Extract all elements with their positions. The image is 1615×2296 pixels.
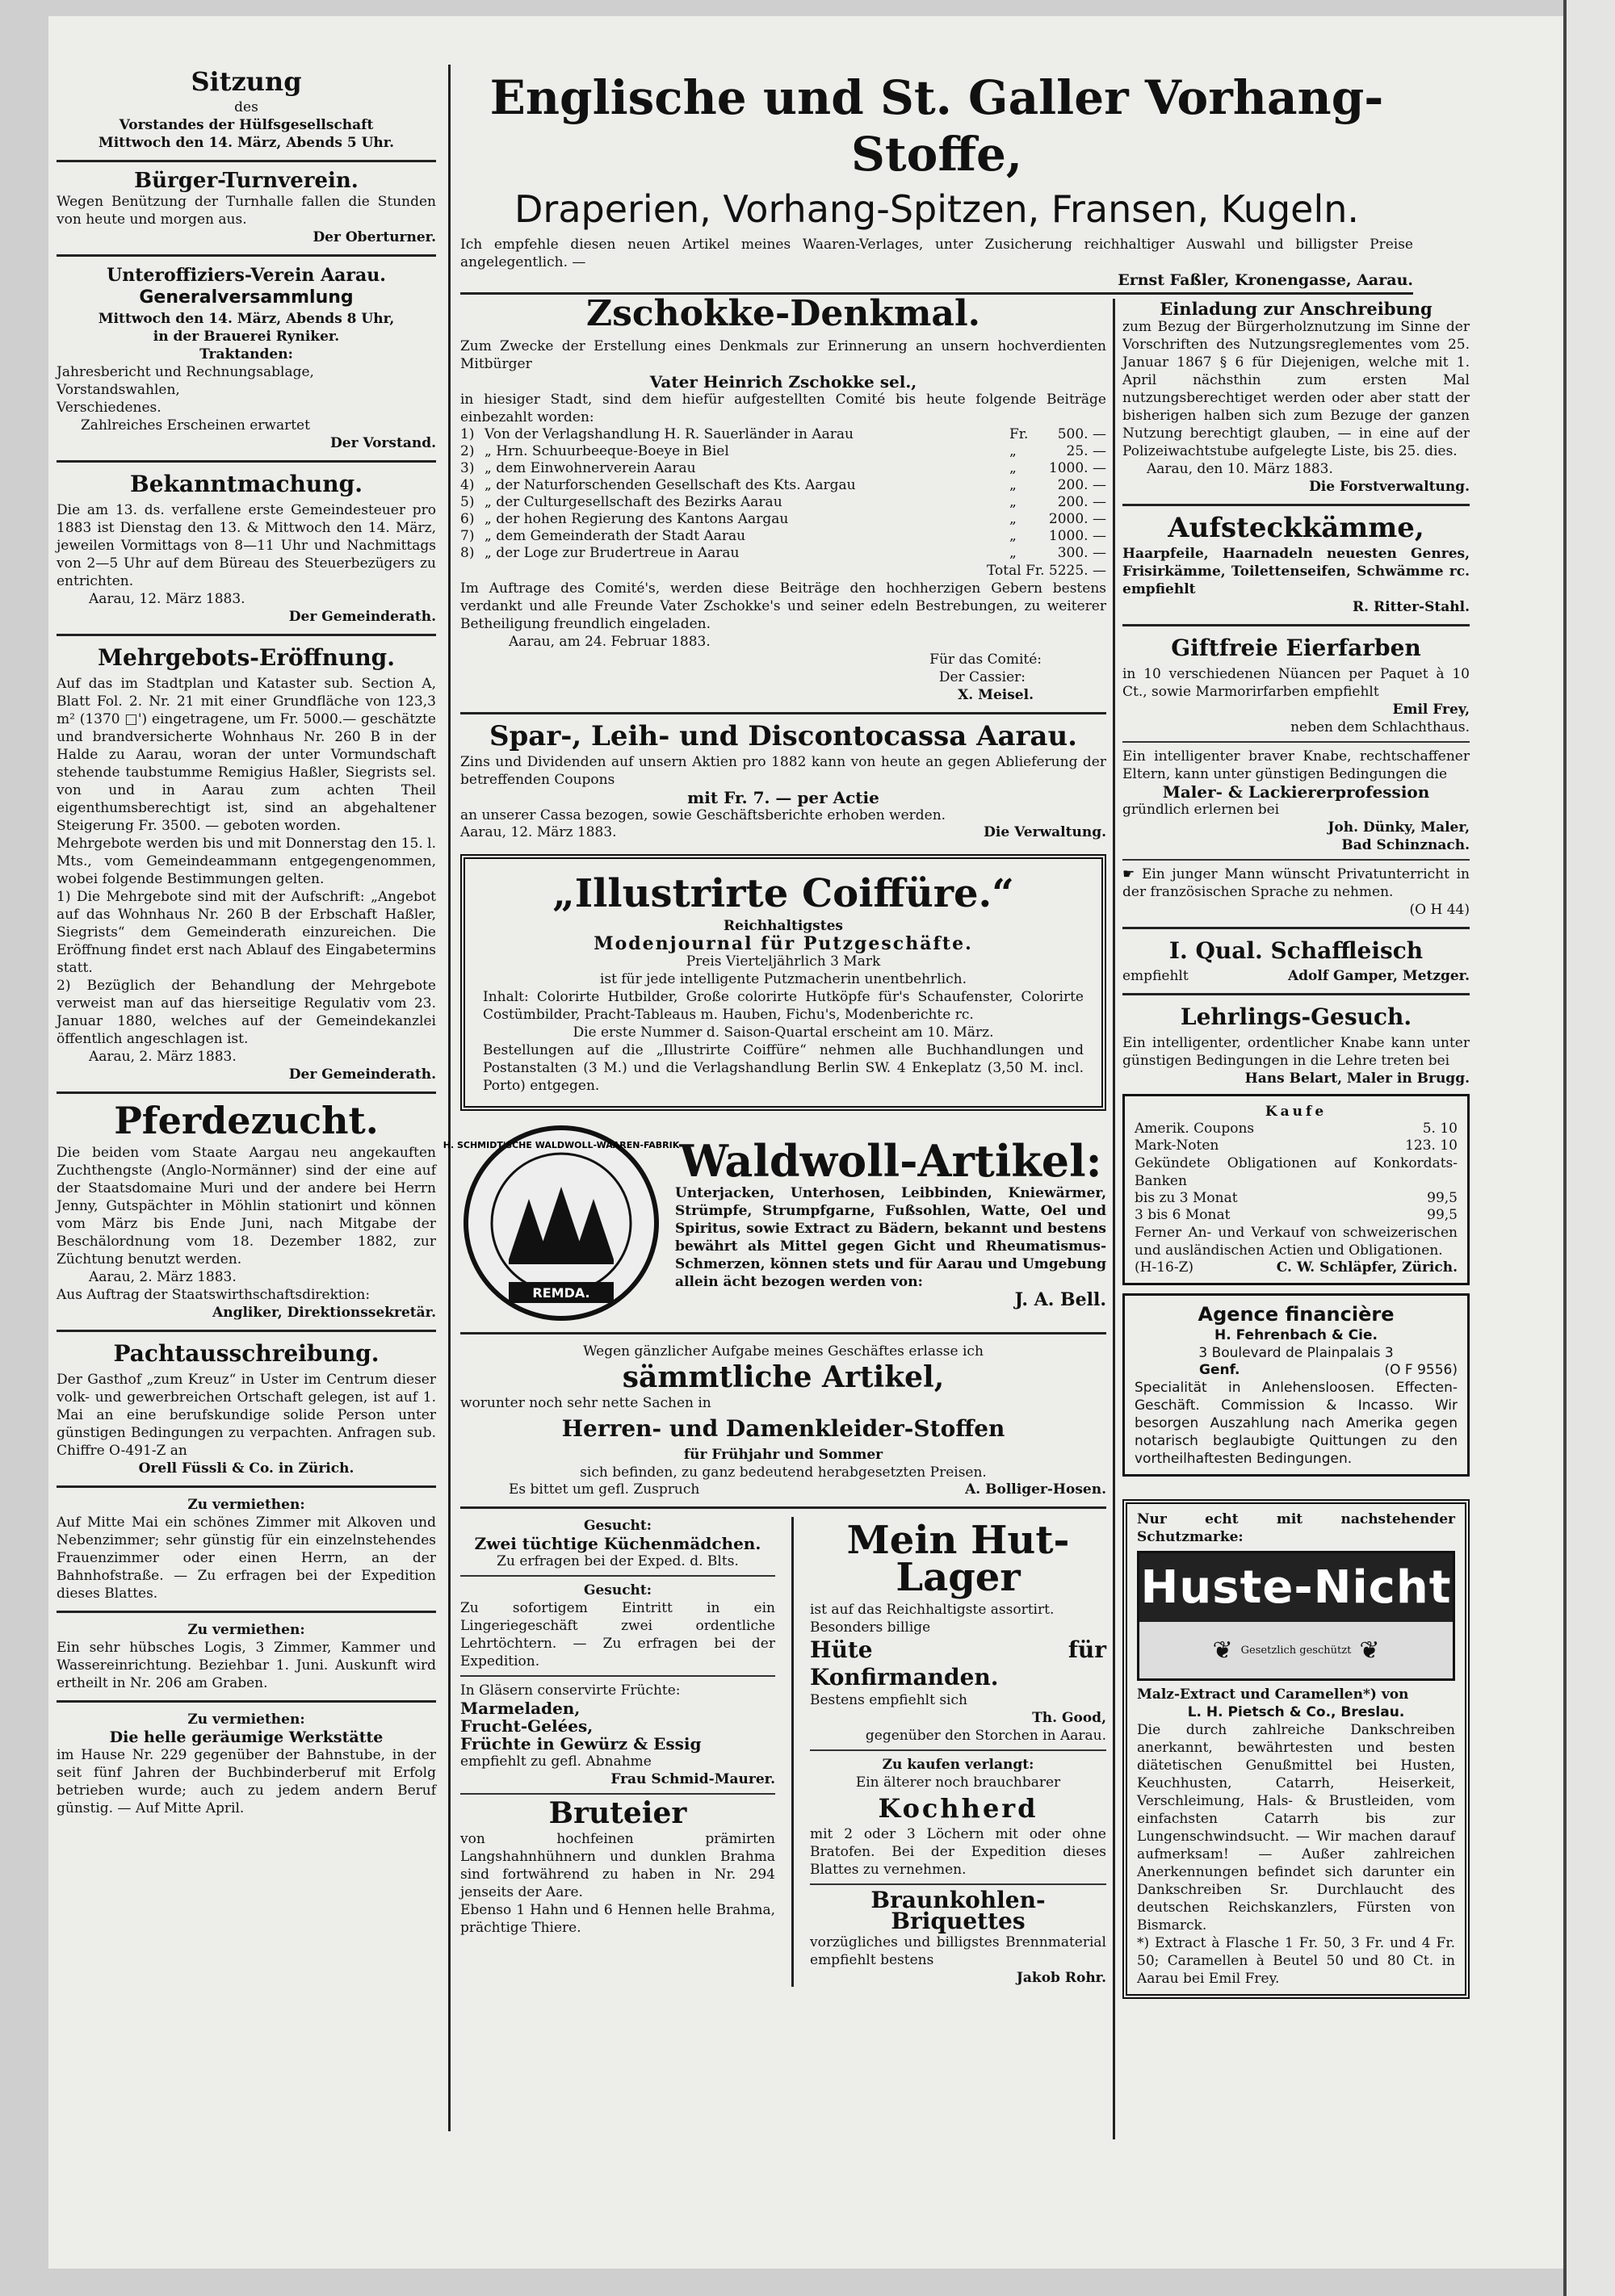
kaufe-sign: C. W. Schläpfer, Zürich. [1276, 1259, 1458, 1276]
ad-unteroffiziers [57, 265, 436, 452]
braunkohlen-sign: Jakob Rohr. [1016, 1970, 1106, 1986]
mehrgebot-p1: Auf das im Stadtplan und Kataster sub. Section A, Blatt Fol. 2. Nr. 21 mit einer Grundfläche von 123,3 m² (1370 □') eingetragene, um Fr. 5000.— geschätzte und brandversicherte Wohnhaus Nr. 260 B in der Halde zu Aarau, woran der unter Vormundschaft stehende taubstumme Remigius Haßler, Siegrists sel. von und in Aarau zum achten Theil eigenthumsberechtigt ist, sind an abgehaltener Steigerung Fr. 3500. — geboten worden. [57, 676, 436, 834]
center-bottom-rule [791, 1517, 794, 1987]
ad-lehrling [1122, 1003, 1470, 1087]
mehrgebot-p3: 1) Die Mehrgebote sind mit der Aufschrift: „Angebot auf das Wohnhaus Nr. 260 B der Erbschaft Haßler, Siegrists“ dem Gemeinderath einzureichen. Die Eröffnung findet erst nach Ablauf des Eingabetermins statt. [57, 889, 436, 976]
agence-name: H. Fehrenbach & Cie. [1214, 1327, 1378, 1343]
vermiethen-2-text: Ein sehr hübsches Logis, 3 Zimmer, Kammer und Wassereinrichtung. Beziehbar 1. Juni. Auskunft wird ertheilt in Nr. 206 am Graben. [57, 1640, 436, 1691]
mehrgebot-p2: Mehrgebote werden bis und mit Donnerstag den 15. l. Mts., vom Gemeindeammann entgegengenommen, wobei folgende Bestimmungen gelten. [57, 836, 436, 887]
holz-text: zum Bezug der Bürgerholznutzung im Sinne der Vorschriften des Nutzungsreglementes vom 25. Januar 1867 § 6 für Diejenigen, welche mit 1. April nächsthin zum ersten Mal nutzungsberechtiget werden oder aber statt der bisherigen halben sich zum Bezuge der ganzen Nutzung berechtigt glauben, — in eine auf der Polizeiwachtstube aufgelegte Liste, bis 25. dies. [1122, 319, 1470, 459]
sitzung-title: Sitzung [191, 66, 302, 97]
gelees-l2: Marmeladen, [460, 1699, 581, 1718]
bekanntmachung-title: Bekanntmachung. [130, 471, 363, 497]
maler-text2: gründlich erlernen bei [1122, 802, 1280, 818]
schaf-title: I. Qual. Schaffleisch [1168, 937, 1424, 964]
kochherd-text: mit 2 oder 3 Löchern mit oder ohne Bratofen. Bei der Expedition dieses Blattes zu vernehmen. [810, 1826, 1106, 1878]
gesucht-1-title: Gesucht: [583, 1518, 652, 1534]
traktandum-4: Zahlreiches Erscheinen erwartet [81, 417, 310, 434]
agence-text: Specialität in Anlehensloosen. Effecten-Geschäft. Commission & Incasso. Wir besorgen Auszahlung nach Amerika gegen notarisch beglaubigte Quittungen zu den vortheilhaftesten Bedingungen. [1135, 1380, 1458, 1467]
center-bottom [460, 1517, 1106, 1987]
bolliger-l4: sich befinden, zu ganz bedeutend herabgesetzten Preisen. [580, 1464, 987, 1481]
eier-addr: neben dem Schlachthaus. [1290, 719, 1470, 735]
sitzung-l2: Vorstandes der Hülfsgesellschaft [119, 117, 374, 133]
bolliger-l5: Es bittet um gefl. Zuspruch [509, 1481, 700, 1498]
schaf-sign: Adolf Gamper, Metzger. [1287, 968, 1470, 984]
spar-sign: Die Verwaltung. [984, 824, 1106, 840]
traktandum-2: Vorstandswahlen, [57, 382, 180, 398]
gelees-sign: Frau Schmid-Maurer. [610, 1771, 775, 1787]
lehrling-sign: Hans Belart, Maler in Brugg. [1244, 1070, 1470, 1087]
traktanden: Traktanden: [199, 346, 293, 362]
coiffure-first: Die erste Nummer d. Saison-Quartal erscheint am 10. März. [573, 1024, 994, 1041]
ad-bolliger [460, 1343, 1106, 1498]
kochherd-title: Zu kaufen verlangt: [882, 1757, 1034, 1773]
waldwoll-seal [443, 1122, 680, 1324]
center-bottom-right [810, 1517, 1106, 1987]
mehrgebot-date: Aarau, 2. März 1883. [89, 1049, 237, 1065]
huste-top: Nur echt mit nachstehender Schutzmarke: [1137, 1511, 1455, 1545]
column-rule-left [448, 65, 451, 2131]
gelees-l3: Frucht-Gelées, [460, 1716, 594, 1736]
pacht-sign: Orell Füssli & Co. in Zürich. [138, 1460, 354, 1477]
spar-date: Aarau, 12. März 1883. [460, 824, 617, 840]
bekanntmachung-date: Aarau, 12. März 1883. [89, 591, 245, 607]
pacht-title: Pachtausschreibung. [113, 1340, 380, 1367]
gelees-l4: Früchte in Gewürz & Essig [460, 1734, 702, 1753]
column-right [1122, 300, 1470, 1999]
pferdezucht-sign: Angliker, Direktionssekretär. [212, 1305, 436, 1321]
huste-foot: *) Extract à Flasche 1 Fr. 50, 3 Fr. und 4 Fr. 50; Caramellen à Beutel 50 und 80 Ct. in Aarau bei Emil Frey. [1137, 1935, 1455, 1987]
kaemme-text: Haarpfeile, Haarnadeln neuesten Genres, Frisirkämme, Toilettenseifen, Schwämme rc. empfiehlt [1122, 546, 1470, 597]
column-left [57, 65, 436, 1817]
table-row: 1) Von der Verlagshandlung H. R. Sauerländer in Aarau Fr. 500. — [460, 426, 1106, 442]
kaemme-sign: R. Ritter-Stahl. [1353, 599, 1470, 615]
bruteier-text: von hochfeinen prämirten Langshahnhühnern und dunklen Brahma sind fortwährend zu haben in Nr. 294 jenseits der Aare. [460, 1831, 775, 1900]
generalversammlung: Generalversammlung [139, 287, 354, 308]
mehrgebot-sign: Der Gemeinderath. [288, 1066, 436, 1083]
gesucht-2-text: Zu sofortigem Eintritt in ein Lingeriegeschäft zwei ordentliche Lehrtöchtern. — Zu erfragen bei der Expedition. [460, 1600, 775, 1670]
holz-sign: Die Forstverwaltung. [1309, 479, 1470, 495]
ad-bekanntmachung [57, 471, 436, 626]
waldwoll-sign: J. A. Bell. [1014, 1289, 1106, 1310]
waldwoll-title: Waldwoll-Artikel: [679, 1135, 1102, 1187]
mehrgebot-p4: 2) Bezüglich der Behandlung der Mehrgebote verweist man auf das hierseitige Regulativ vom 23. Januar 1880, welches auf der Gemeindekanzlei öffentlich angeschlagen ist. [57, 978, 436, 1047]
zschokke-sign: X. Meisel. [958, 687, 1034, 703]
ad-vermiethen-3 [57, 1711, 436, 1817]
spar-title: Spar-, Leih- und Discontocassa Aarau. [489, 720, 1078, 752]
traktandum-3: Verschiedenes. [57, 400, 162, 416]
huste-text: Malz-Extract und Caramellen*) von [1137, 1686, 1409, 1703]
agence-chiffre: (O F 9556) [1384, 1362, 1458, 1378]
coiffure-order: Bestellungen auf die „Illustrirte Coiffüre“ nehmen alle Buchhandlungen und Postanstalten (3 M.) und die Verlagshandlung Berlin SW. 4 Enkeplatz (3,50 M. incl. Porto) entgegen. [483, 1042, 1084, 1094]
unteroffiziers-place: in der Brauerei Ryniker. [153, 329, 340, 345]
ad-zschokke [460, 295, 1106, 704]
maler-addr: Bad Schinznach. [1341, 837, 1470, 853]
agence-city: Genf. [1199, 1362, 1240, 1378]
page-edge [1563, 0, 1615, 2296]
ad-turnverein [57, 170, 436, 246]
huste-firm: L. H. Pietsch & Co., Breslau. [1187, 1704, 1405, 1720]
pferdezucht-date: Aarau, 2. März 1883. [89, 1269, 237, 1285]
bolliger-title2: Herren- und Damenkleider-Stoffen [561, 1415, 1005, 1442]
bolliger-l3: für Frühjahr und Sommer [683, 1447, 883, 1463]
ad-spar [460, 720, 1106, 841]
holz-title: Einladung zur Anschreibung [1160, 299, 1433, 319]
unteroffiziers-sign: Der Vorstand. [330, 435, 436, 451]
zschokke-title: Zschokke-Denkmal. [586, 293, 980, 334]
huste-brand: Huste-Nicht [1139, 1553, 1453, 1622]
braunkohlen-title: Braunkohlen-Briquettes [870, 1887, 1046, 1934]
kaufe-chiffre: (H-16-Z) [1135, 1259, 1194, 1276]
kaufe-title: Kaufe [1265, 1104, 1328, 1120]
ad-schaffleisch [1122, 937, 1470, 985]
spar-amount: mit Fr. 7. — per Actie [687, 788, 879, 807]
hutlager-title: Mein Hut-Lager [846, 1518, 1070, 1600]
ad-vermiethen-1 [57, 1496, 436, 1603]
werkstaette: Die helle geräumige Werkstätte [109, 1728, 384, 1746]
zschokke-text: Im Auftrage des Comité's, werden diese Beiträge den hochherzigen Gebern bestens verdankt und alle Freunde Vater Zschokke's und seiner edeln Bestrebungen, zu weiterer Betheiligung freundlich eingeladen. [460, 580, 1106, 632]
vorhang-subtitle: Draperien, Vorhang-Spitzen, Fransen, Kugeln. [514, 187, 1360, 231]
hutlager-l4: Bestens empfiehlt sich [810, 1692, 967, 1708]
vorhang-title: Englische und St. Galler Vorhang-Stoffe, [489, 70, 1384, 182]
column-center [443, 291, 1106, 1987]
vermiethen-1-text: Auf Mitte Mai ein schönes Zimmer mit Alkoven und Nebenzimmer; sehr günstig für ein einzelnstehendes Frauenzimmer oder einen Herrn, an der Bahnhofstraße. — Zu erfragen bei der Expedition dieses Blattes. [57, 1515, 436, 1602]
holz-date: Aarau, den 10. März 1883. [1147, 461, 1333, 477]
vorhang-sign: Ernst Faßler, Kronengasse, Aarau. [1118, 271, 1413, 289]
zschokke-date: Aarau, am 24. Februar 1883. [509, 634, 711, 650]
table-row: 7) „ dem Gemeinderath der Stadt Aarau „ 1000. — [460, 528, 1106, 544]
bekanntmachung-text: Die am 13. ds. verfallene erste Gemeindesteuer pro 1883 ist Dienstag den 13. & Mittwoch den 14. März, jeweilen Vormittags von 8—11 Uhr und Nachmittags von 2—5 Uhr auf dem Büreau des Steuerbezügers zu entrichten. [57, 502, 436, 589]
coiffure-price2: ist für jede intelligente Putzmacherin unentbehrlich. [599, 971, 967, 987]
agence-title: Agence financière [1198, 1303, 1395, 1326]
leaf-icon: ❦ [1212, 1636, 1233, 1665]
waldwoll-body [675, 1135, 1106, 1310]
vermiethen-3-text: im Hause Nr. 229 gegenüber der Bahnstube, in der seit fünf Jahren der Buchbinderberuf mit Erfolg betrieben wurde; auch zu jedem andern Beruf günstig. — Auf Mitte April. [57, 1747, 436, 1816]
vorhang-text: Ich empfehle diesen neuen Artikel meines Waaren-Verlages, unter Zusicherung reichhaltiger Auswahl und billigster Preise angelegentlich. — [460, 237, 1413, 270]
table-row: 4) „ der Naturforschenden Gesellschaft des Kts. Aargau „ 200. — [460, 477, 1106, 493]
bolliger-l1: Wegen gänzlicher Aufgabe meines Geschäftes erlasse ich [583, 1343, 984, 1360]
table-row: 6) „ der hohen Regierung des Kantons Aargau „ 2000. — [460, 511, 1106, 527]
kaufe-text2: Ferner An- und Verkauf von schweizerischen und ausländischen Actien und Obligationen. [1135, 1225, 1458, 1259]
unteroffiziers-date: Mittwoch den 14. März, Abends 8 Uhr, [98, 311, 395, 327]
kaufe-text: Gekündete Obligationen auf Konkordats-Banken [1135, 1155, 1458, 1189]
kaufe-row: 3 bis 6 Monat 99,5 [1135, 1207, 1458, 1223]
spar-text: Zins und Dividenden auf unsern Aktien pro 1882 kann von heute an gegen Ablieferung der betreffenden Coupons [460, 754, 1106, 788]
gesucht-1-head: Zwei tüchtige Küchenmädchen. [474, 1534, 761, 1553]
hutlager-sign: Th. Good, [1032, 1710, 1106, 1726]
ad-vermiethen-2 [57, 1621, 436, 1692]
schaf-text: empfiehlt [1122, 968, 1189, 984]
eier-title: Giftfreie Eierfarben [1171, 635, 1421, 661]
bruteier-text2: Ebenso 1 Hahn und 6 Hennen helle Brahma, prächtige Thiere. [460, 1902, 775, 1936]
eier-sign: Emil Frey, [1392, 702, 1470, 718]
ad-eierfarben [1122, 635, 1470, 736]
beitraege-table [460, 426, 1106, 562]
ad-waldwoll [443, 1122, 1106, 1324]
agence-addr: 3 Boulevard de Plainpalais 3 [1198, 1345, 1394, 1361]
kaemme-title: Aufsteckkämme, [1168, 512, 1424, 544]
gelees-l5: empfiehlt zu gefl. Abnahme [460, 1753, 652, 1770]
turnverein-title: Bürger-Turnverein. [134, 169, 359, 193]
lehrling-title: Lehrlings-Gesuch. [1180, 1003, 1412, 1030]
eier-text: in 10 verschiedenen Nüancen per Paquet à 10 Ct., sowie Marmorirfarben empfiehlt [1122, 666, 1470, 700]
ad-maler [1122, 748, 1470, 854]
pferdezucht-title: Pferdezucht. [114, 1099, 379, 1142]
ad-pferdezucht [57, 1099, 436, 1322]
spar-text2: an unserer Cassa bezogen, sowie Geschäftsberichte erhoben werden. [460, 807, 946, 823]
ad-coiffure [460, 854, 1106, 1111]
zschokke-intro2: in hiesiger Stadt, sind dem hiefür aufgestellten Comité bis heute folgende Beiträge einbezahlt worden: [460, 392, 1106, 425]
hutlager-l3: Hüte für Konfirmanden. [810, 1636, 1106, 1691]
sitzung-l1: des [234, 99, 258, 115]
unteroffiziers-title: Unteroffiziers-Verein Aarau. [107, 265, 386, 286]
coiffure-inhalt: Inhalt: Colorirte Hutbilder, Große colorirte Hutköpfe für's Schaufenster, Colorirte Costümbilder, Pracht-Tableaus m. Hauben, Fichu's, Modenberichte rc. [483, 989, 1084, 1023]
hutlager-l2: Besonders billige [810, 1619, 931, 1636]
braunkohlen-text: vorzügliches und billigstes Brennmaterial empfiehlt bestens [810, 1934, 1106, 1968]
table-row: 8) „ der Loge zur Brudertreue in Aarau „ 300. — [460, 545, 1106, 561]
franz-chiffre: (O H 44) [1409, 902, 1470, 918]
pferdezucht-text: Die beiden vom Staate Aargau neu angekauften Zuchthengste (Anglo-Normänner) sind der eine auf der Staatsdomaine Muri und der andere bei Herrn Jenny, Gutspächter in Möhlin stationirt und können vom März bis Ende Juni, nach Mitgabe der Beschälordnung vom 18. Dezember 1882, zur Züchtung benutzt werden. [57, 1145, 436, 1267]
vermiethen-3-title: Zu vermiethen: [187, 1712, 305, 1728]
zschokke-role: Der Cassier: [938, 669, 1026, 685]
huste-body: Die durch zahlreiche Dankschreiben anerkannt, bewährtesten und besten diätetischen Genußmittel bei Husten, Keuchhusten, Catarrh, Heiserkeit, Verschleimung, Hals- & Brustleiden, vom einfachsten Catarrh bis zur Lungenschwindsucht. — Wir machen darauf aufmerksam! — Außer zahlreichen Anerkennungen befindet sich darunter ein Dankschreiben Sr. Durchlaucht des deutschen Reichskanzlers, Fürsten von Bismarck. [1137, 1722, 1455, 1934]
coiffure-sub: Reichhaltigstes [724, 918, 843, 934]
zschokke-total: Total Fr. 5225. — [987, 563, 1106, 579]
franz-text: Ein junger Mann wünscht Privatunterricht in der französischen Sprache zu nehmen. [1122, 866, 1470, 900]
kaufe-row: Mark-Noten 123. 10 [1135, 1138, 1458, 1154]
mehrgebot-title: Mehrgebots-Eröffnung. [97, 644, 396, 671]
table-row: 5) „ der Culturgesellschaft des Bezirks Aarau „ 200. — [460, 494, 1106, 510]
seal-top-text: H. SCHMIDT'SCHE WALDWOLL-WAAREN-FABRIK [443, 1140, 680, 1150]
huste-trademark [1137, 1551, 1455, 1681]
zschokke-name: Vater Heinrich Zschokke sel., [649, 372, 917, 392]
table-row: 2) „ Hrn. Schuurbeeque-Boeye in Biel „ 25. — [460, 443, 1106, 459]
bolliger-title: sämmtliche Artikel, [622, 1360, 945, 1394]
ad-sitzung [57, 68, 436, 152]
bruteier-title: Bruteier [548, 1796, 687, 1830]
ad-huste-nicht [1122, 1499, 1470, 1999]
hutlager-addr: gegenüber den Storchen in Aarau. [865, 1728, 1106, 1744]
coiffure-sub2: Modenjournal für Putzgeschäfte. [594, 933, 973, 954]
huste-mark: ❦ Gesetzlich geschützt ❦ [1139, 1622, 1453, 1678]
lehrling-text: Ein intelligenter, ordentlicher Knabe kann unter günstigen Bedingungen in die Lehre treten bei [1122, 1035, 1470, 1069]
leaf-icon: ❦ [1359, 1636, 1380, 1665]
hutlager-l1: ist auf das Reichhaltigste assortirt. [810, 1602, 1055, 1618]
traktandum-1: Jahresbericht und Rechnungsablage, [57, 364, 314, 380]
zschokke-intro: Zum Zwecke der Erstellung eines Denkmals zur Erinnerung an unsern hochverdienten Mitbürger [460, 338, 1106, 372]
bekanntmachung-sign: Der Gemeinderath. [288, 609, 436, 625]
coiffure-title: „Illustrirte Coiffüre.“ [552, 871, 1014, 916]
kochherd-head: Kochherd [878, 1793, 1038, 1824]
sitzung-l3: Mittwoch den 14. März, Abends 5 Uhr. [98, 135, 395, 151]
kochherd-l1: Ein älterer noch brauchbarer [855, 1774, 1061, 1791]
maler-text: Ein intelligenter braver Knabe, rechtschaffener Eltern, kann unter günstigen Bedingungen die [1122, 748, 1470, 782]
gelees-l1: In Gläsern conservirte Früchte: [460, 1682, 681, 1699]
bolliger-sign: A. Bolliger-Hosen. [965, 1481, 1106, 1498]
ad-franzoesisch [1122, 865, 1470, 919]
gesucht-2-title: Gesucht: [583, 1582, 652, 1598]
column-rule-right [1113, 299, 1115, 2139]
center-bottom-left [460, 1517, 775, 1987]
waldwoll-text: Unterjacken, Unterhosen, Leibbinden, Kniewärmer, Strümpfe, Strumpfgarne, Fußsohlen, Watte, Oel und Spiritus, sowie Extract zu Bädern, bekannt und bestens bewährt als Mittel gegen Gicht und Rheumatismus-Schmerzen, können stets und für Aarau und Umgebung allein ächt bezogen werden von: [675, 1185, 1106, 1290]
zschokke-for: Für das Comité: [929, 652, 1042, 668]
kaufe-row: Amerik. Coupons 5. 10 [1135, 1121, 1458, 1137]
seal-bottom-text: REMDA. [532, 1285, 590, 1301]
ad-vorhang-stoffe [460, 65, 1413, 303]
table-row: 3) „ dem Einwohnerverein Aarau „ 1000. — [460, 460, 1106, 476]
kaufe-row: bis zu 3 Monat 99,5 [1135, 1190, 1458, 1206]
ad-holz [1122, 300, 1470, 496]
ad-agence [1122, 1293, 1470, 1477]
vermiethen-2-title: Zu vermiethen: [187, 1622, 305, 1638]
turnverein-text: Wegen Benützung der Turnhalle fallen die Stunden von heute und morgen aus. [57, 194, 436, 228]
ad-kaemme [1122, 514, 1470, 616]
gesucht-1-text: Zu erfragen bei der Exped. d. Blts. [497, 1553, 739, 1569]
pointing-hand-icon: ☛ [1122, 866, 1135, 882]
bolliger-l2: worunter noch sehr nette Sachen in [460, 1395, 711, 1411]
pferdezucht-auftrag: Aus Auftrag der Staatswirthschaftsdirektion: [57, 1287, 371, 1303]
turnverein-sign: Der Oberturner. [313, 229, 436, 245]
ad-pacht [57, 1340, 436, 1477]
maler-sign: Joh. Dünky, Maler, [1328, 819, 1470, 836]
maler-head: Maler- & Lackiererprofession [1162, 782, 1430, 802]
vermiethen-1-title: Zu vermiethen: [187, 1497, 305, 1513]
pacht-text: Der Gasthof „zum Kreuz“ in Uster im Centrum dieser volk- und gewerbreichen Ortschaft gelegen, ist auf 1. Mai an eine berufskundige solide Person unter günstigen Bedingungen zu verpachten. Anfragen sub. Chiffre O-491-Z an [57, 1372, 436, 1459]
ad-kaufe [1122, 1094, 1470, 1285]
ad-mehrgebot [57, 644, 436, 1083]
coiffure-price: Preis Vierteljährlich 3 Mark [686, 953, 881, 970]
